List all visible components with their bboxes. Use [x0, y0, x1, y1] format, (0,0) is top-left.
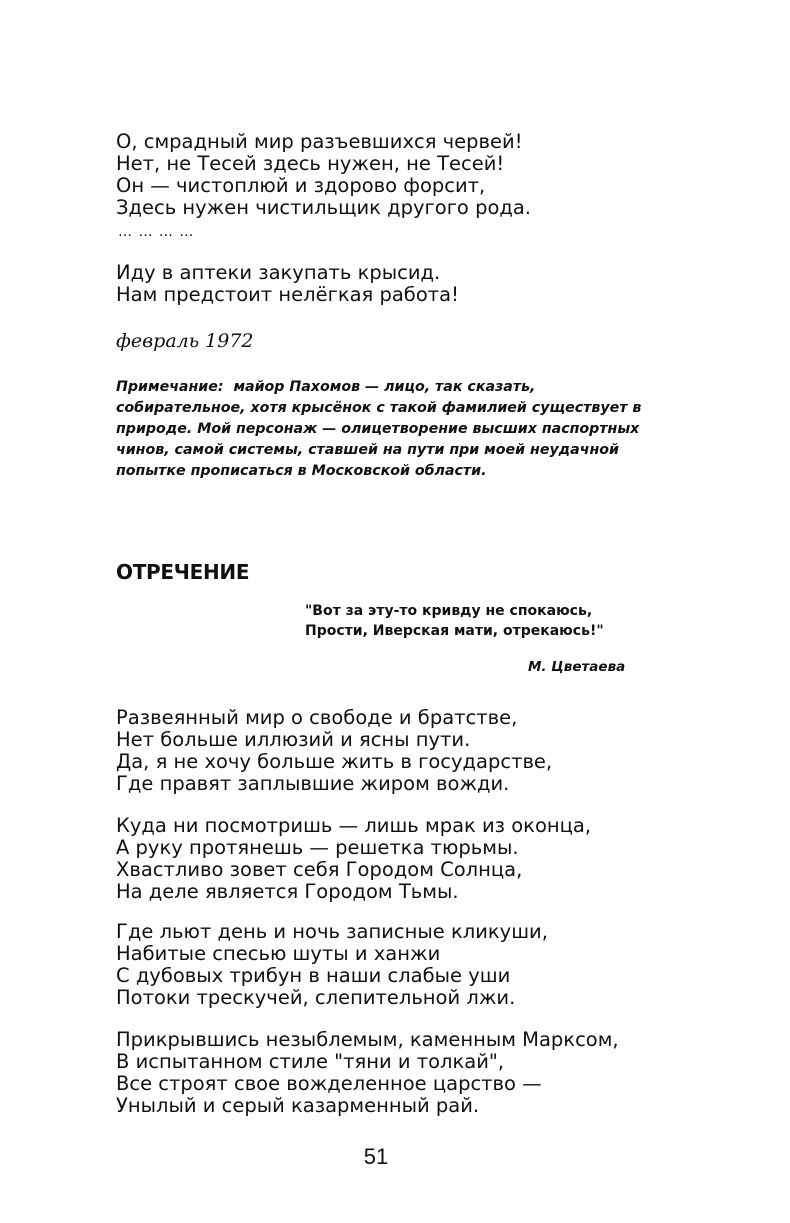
- footnote: [116, 377, 696, 482]
- verse-line: Нет, не Тесей здесь нужен, не Тесей!: [116, 152, 505, 175]
- footnote-line: природе. Мой персонаж — олицетворение высших паспортных: [116, 421, 640, 437]
- verse-line: На деле является Городом Тьмы.: [116, 880, 459, 903]
- poem-title: ОТРЕЧЕНИЕ: [116, 560, 250, 584]
- page-number: 51: [363, 1144, 389, 1169]
- footnote-text: майор Пахомов — лицо, так сказать,: [233, 379, 536, 395]
- footnote-line: собирательное, хотя крысёнок с такой фамилией существует в: [116, 400, 642, 416]
- verse-line: Он — чистоплюй и здорово форсит,: [116, 174, 486, 197]
- verse-line: Прикрывшись незыблемым, каменным Марксом,: [116, 1028, 619, 1051]
- verse-line: Нам предстоит нелёгкая работа!: [116, 283, 459, 306]
- poem2-stanza-1: [116, 707, 552, 795]
- poem2-stanza-2: [116, 815, 591, 903]
- verse-line: Хвастливо зовет себя Городом Солнца,: [116, 858, 523, 881]
- verse-line: Куда ни посмотришь — лишь мрак из оконца,: [116, 814, 592, 837]
- poem2-stanza-3: [116, 921, 548, 1009]
- verse-line: С дубовых трибун в наши слабые уши: [116, 964, 511, 987]
- poem2-stanza-4: [116, 1029, 619, 1117]
- verse-line: Где льют день и ночь записные кликуши,: [116, 920, 548, 943]
- verse-line: Унылый и серый казарменный рай.: [116, 1094, 480, 1117]
- verse-line: Все строят свое вожделенное царство —: [116, 1072, 542, 1095]
- epigraph-line: "Вот за эту-то кривду не спокаюсь,: [305, 603, 593, 619]
- epigraph-line: Прости, Иверская мати, отрекаюсь!": [305, 623, 604, 639]
- verse-line: В испытанном стиле "тяни и толкай",: [116, 1050, 505, 1073]
- verse-line: А руку протянешь — решетка тюрьмы.: [116, 836, 519, 859]
- verse-line: Нет больше иллюзий и ясны пути.: [116, 728, 471, 751]
- verse-line: О, смрадный мир разъевшихся червей!: [116, 130, 523, 153]
- verse-line: Иду в аптеки закупать крысид.: [116, 261, 441, 284]
- verse-line: Где правят заплывшие жиром вожди.: [116, 772, 510, 795]
- poem1-stanza-2: [116, 262, 459, 306]
- epigraph-author: М. Цветаева: [528, 659, 626, 675]
- verse-line: Здесь нужен чистильщик другого рода.: [116, 196, 532, 219]
- ellipsis-separator: … … … …: [118, 224, 195, 240]
- verse-line: Да, я не хочу больше жить в государстве,: [116, 750, 553, 773]
- verse-line: Потоки трескучей, слепительной лжи.: [116, 986, 516, 1009]
- poem-date: февраль 1972: [116, 330, 254, 352]
- footnote-line: [116, 377, 696, 398]
- verse-line: Развеянный мир о свободе и братстве,: [116, 706, 518, 729]
- footnote-line: чинов, самой системы, ставшей на пути при моей неудачной: [116, 442, 619, 458]
- epigraph: [305, 601, 604, 641]
- verse-line: Набитые спесью шуты и ханжи: [116, 942, 441, 965]
- poem1-stanza-1: [116, 131, 531, 219]
- footnote-line: попытке прописаться в Московской области.: [116, 463, 487, 479]
- footnote-label: Примечание:: [116, 379, 224, 395]
